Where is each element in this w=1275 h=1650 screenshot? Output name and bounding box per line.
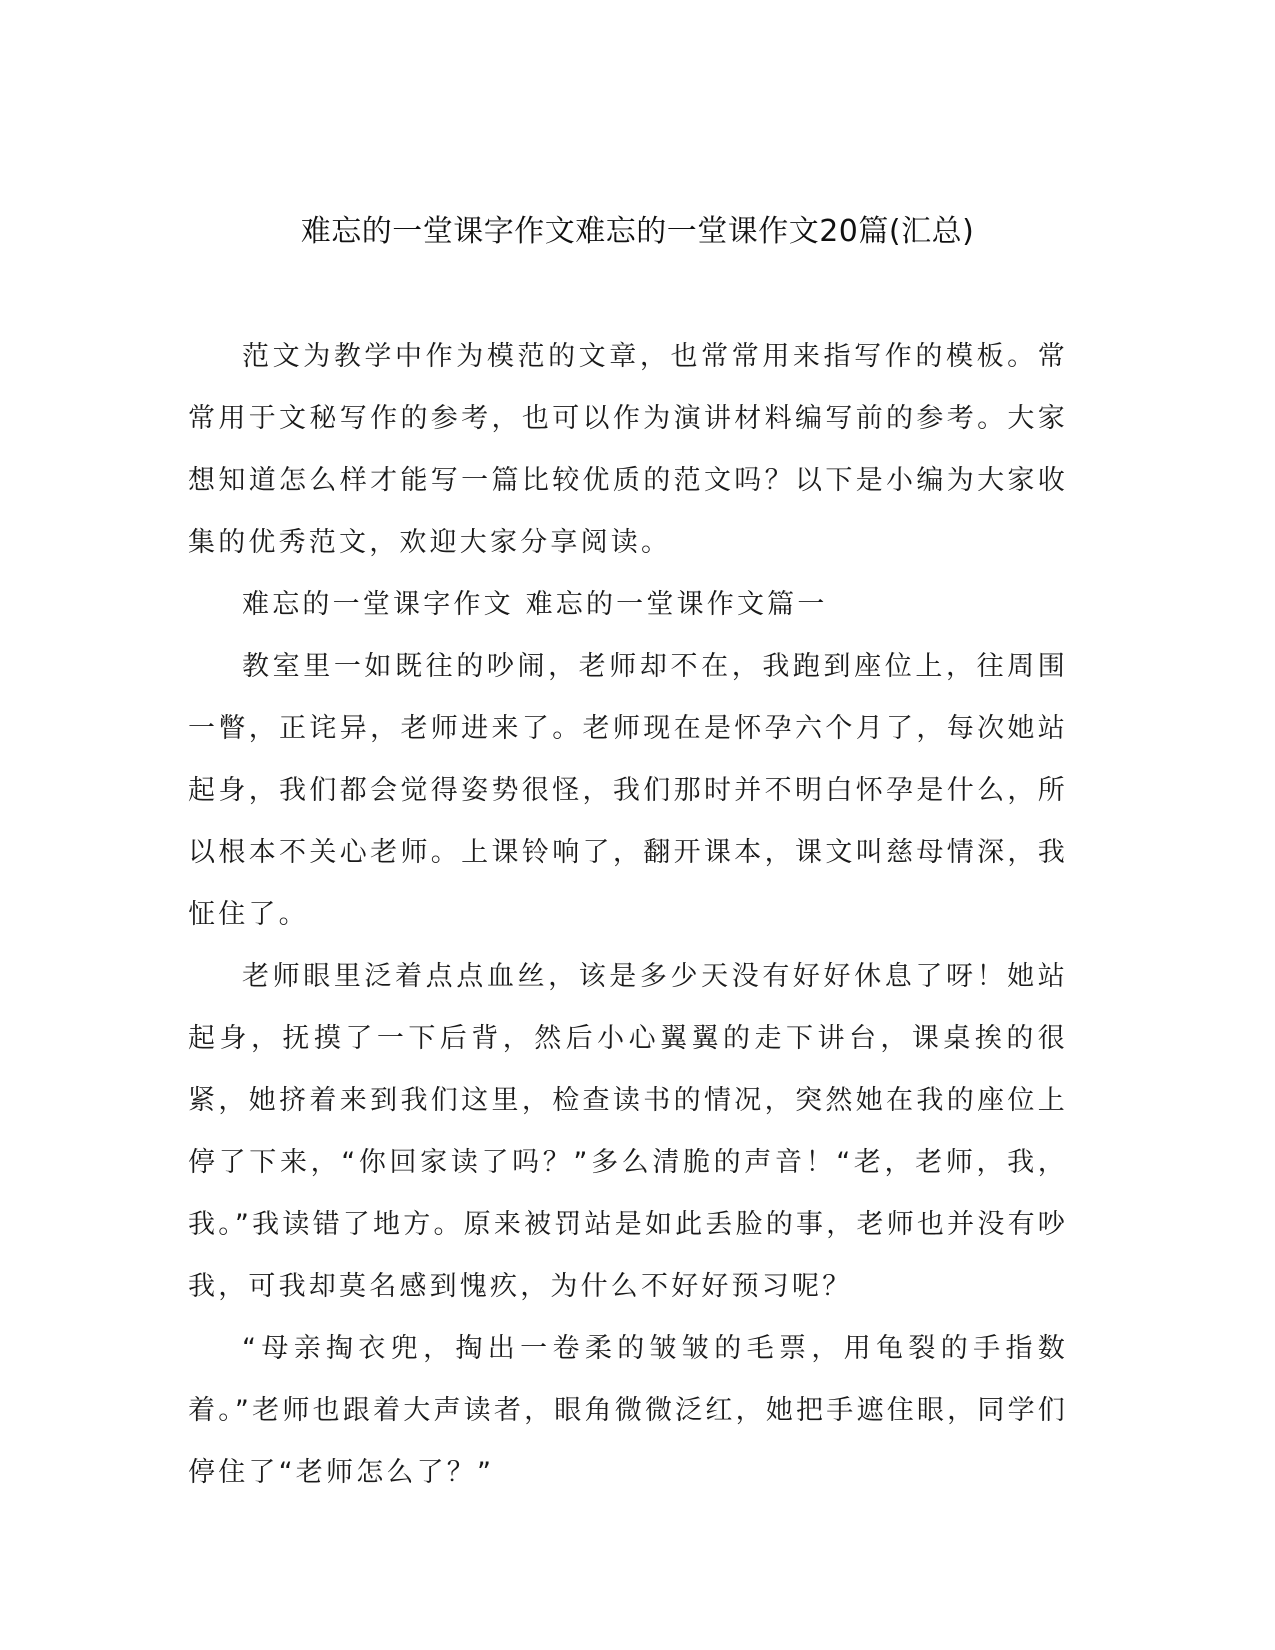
body-paragraph: “母亲掏衣兜，掏出一卷柔的皱皱的毛票，用龟裂的手指数着。”老师也跟着大声读者，眼角微微泛红，她把手遮住眼，同学们停住了“老师怎么了？” (188, 1333, 1068, 1488)
body-paragraph: 老师眼里泛着点点血丝，该是多少天没有好好休息了呀！她站起身，抚摸了一下后背，然后小心翼翼的走下讲台，课桌挨的很紧，她挤着来到我们这里，检查读书的情况，突然她在我的座位上停了下来，“你回家读了吗？”多么清脆的声音！“老，老师，我，我。”我读错了地方。原来被罚站是如此丢脸的事，老师也并没有吵我，可我却莫名感到愧疚，为什么不好好预习呢？ (188, 961, 1068, 1302)
section-heading: 难忘的一堂课字作文 难忘的一堂课作文篇一 (242, 589, 828, 620)
body-paragraph: 教室里一如既往的吵闹，老师却不在，我跑到座位上，往周围一瞥，正诧异，老师进来了。老师现在是怀孕六个月了，每次她站起身，我们都会觉得姿势很怪，我们那时并不明白怀孕是什么，所以根本不关心老师。上课铃响了，翻开课本，课文叫慈母情深，我怔住了。 (188, 651, 1068, 930)
intro-paragraph: 范文为教学中作为模范的文章，也常常用来指写作的模板。常常用于文秘写作的参考，也可以作为演讲材料编写前的参考。大家想知道怎么样才能写一篇比较优质的范文吗？以下是小编为大家收集的优秀范文，欢迎大家分享阅读。 (188, 341, 1068, 558)
document-title: 难忘的一堂课字作文难忘的一堂课作文20篇(汇总) (300, 214, 975, 249)
document-body (188, 326, 1068, 1504)
